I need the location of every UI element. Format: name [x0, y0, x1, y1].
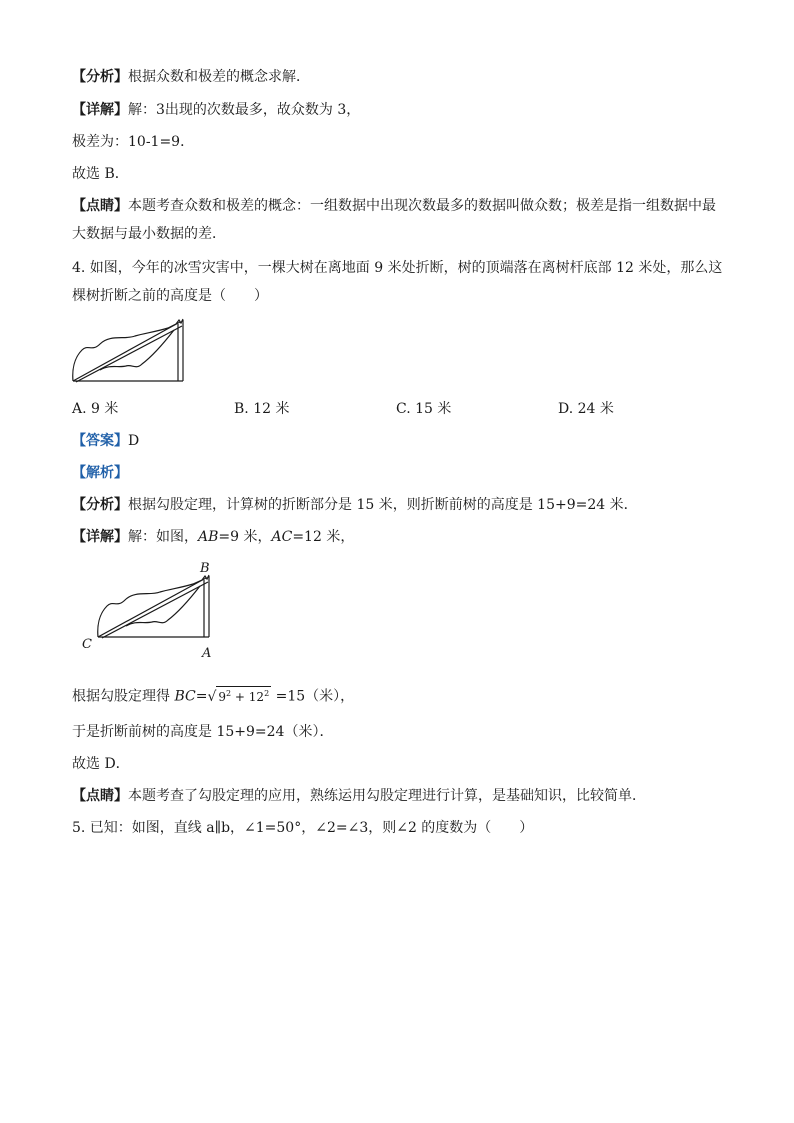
question-5: 5. 已知：如图，直线 a∥b，∠1=50°，∠2=∠3，则∠2 的度数为（ ）	[72, 820, 534, 836]
option-a: A. 9 米	[72, 401, 119, 417]
sqrt-expression: √ $9^2 + 12^2$	[207, 686, 271, 707]
label-b: B	[200, 561, 210, 576]
question-4-line-2: 棵树折断之前的高度是（ ）	[72, 288, 268, 304]
answer-line: 【答案】D	[72, 433, 140, 449]
para-choice-d: 故选 D．	[72, 756, 130, 772]
option-c: C. 15 米	[396, 401, 452, 417]
option-b: B. 12 米	[234, 401, 290, 417]
tree-figure	[70, 318, 190, 386]
label-c: C	[82, 637, 92, 652]
para-detail-1: 【详解】解：3出现的次数最多，故众数为 3，	[72, 102, 361, 118]
analysis-heading: 【解析】	[72, 465, 128, 481]
label-a: A	[202, 646, 212, 661]
para-remark-1-cont: 大数据与最小数据的差．	[72, 226, 226, 242]
para-detail-2: 【详解】解：如图，AB=9 米，AC=12 米，	[72, 529, 355, 545]
para-choice-b: 故选 B．	[72, 166, 129, 182]
labeled-tree-figure	[78, 558, 218, 662]
para-remark-1: 【点睛】本题考查众数和极差的概念：一组数据中出现次数最多的数据叫做众数；极差是指一组数据中最	[72, 198, 716, 214]
para-total-height: 于是折断前树的高度是 15+9=24（米）．	[72, 724, 334, 740]
para-pythagoras: 根据勾股定理得 BC=√ $9^2 + 12^2 =15$（米），	[72, 686, 354, 707]
para-analysis-2: 【分析】根据勾股定理，计算树的折断部分是 15 米，则折断前树的高度是 15+9=24 米．	[72, 497, 638, 513]
para-remark-2: 【点睛】本题考查了勾股定理的应用，熟练运用勾股定理进行计算，是基础知识，比较简单．	[72, 788, 646, 804]
para-analysis-1: 【分析】根据众数和极差的概念求解．	[72, 69, 310, 85]
option-d: D. 24 米	[558, 401, 614, 417]
para-range: 极差为：10-1=9．	[72, 134, 195, 150]
question-4-line-1: 4. 如图，今年的冰雪灾害中，一棵大树在离地面 9 米处折断，树的顶端落在离树杆底部 12 米处，那么这	[72, 260, 723, 276]
